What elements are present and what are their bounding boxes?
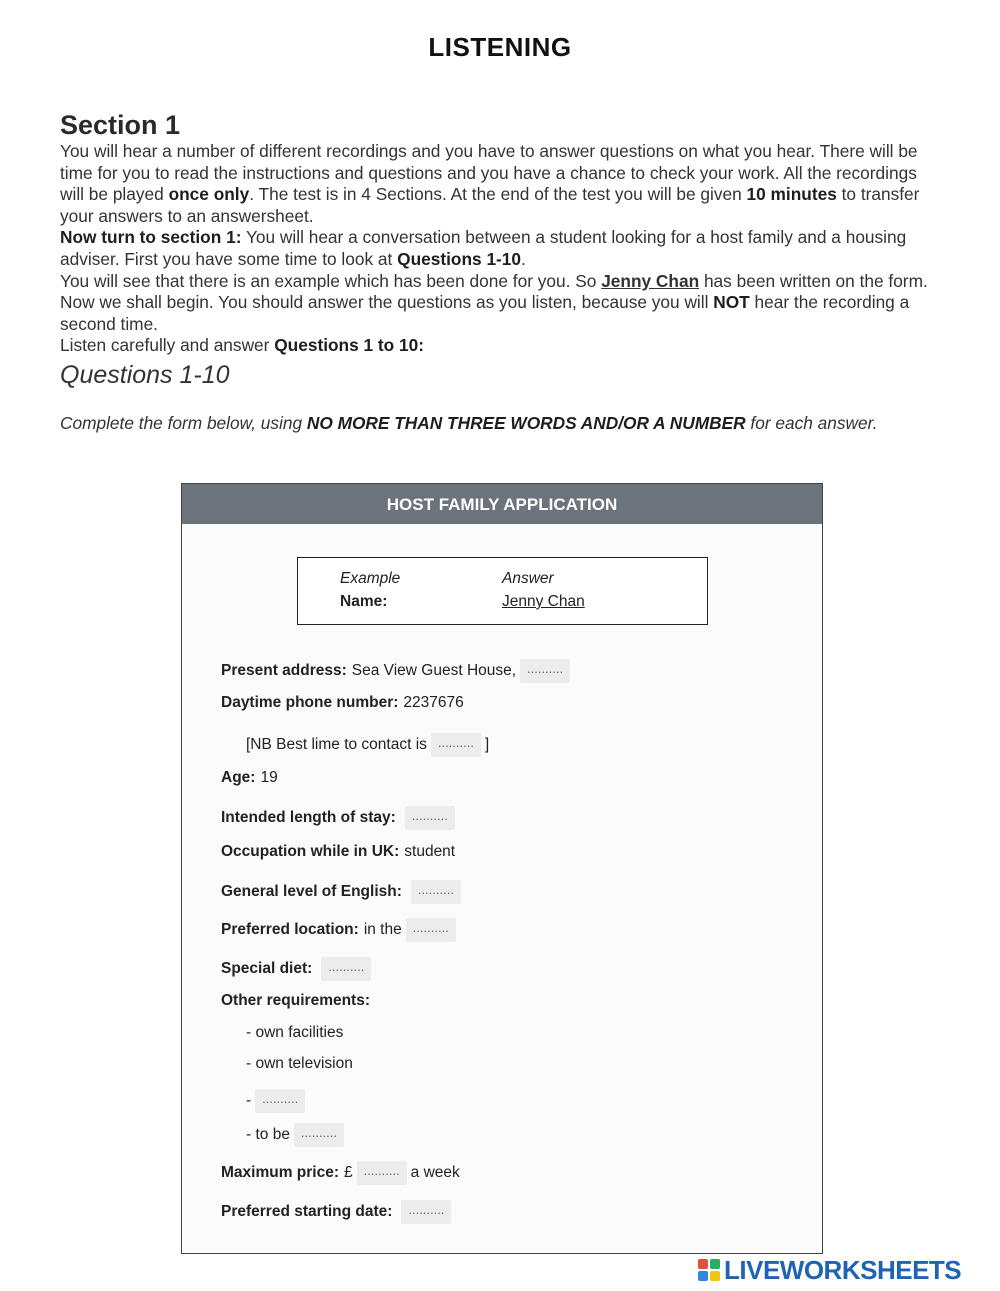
daytime-phone-value: 2237676	[403, 694, 464, 711]
max-price-row	[221, 1161, 460, 1185]
answer-blank-9[interactable]: ..........	[357, 1161, 407, 1185]
requirement-item	[246, 1055, 353, 1073]
requirement-item	[246, 1089, 309, 1113]
requirement-text: - own facilities	[246, 1024, 344, 1041]
answer-blank-10[interactable]: ..........	[401, 1200, 451, 1224]
answer-blank-1[interactable]: ..........	[520, 659, 570, 683]
example-label: Example	[340, 570, 401, 587]
location-label: Preferred location:	[221, 921, 359, 938]
requirement-item	[246, 1024, 343, 1042]
example-name-value: Jenny Chan	[502, 593, 585, 610]
requirement-text: - own television	[246, 1055, 353, 1072]
max-price-prefix: £	[344, 1164, 353, 1181]
instructions	[60, 141, 945, 357]
present-address-value: Sea View Guest House,	[351, 662, 517, 679]
answer-blank-8[interactable]: ..........	[294, 1123, 344, 1147]
complete-instructions: Complete the form below, using NO MORE THAN THREE WORDS AND/OR A NUMBER for each answer.	[60, 413, 878, 433]
host-family-form	[181, 483, 823, 1254]
instructions-paragraph-2: Now turn to section 1: You will hear a conversation between a student looking for a host family and a housing adviser. First you have some time to look at Questions 1-10.	[60, 227, 907, 269]
questions-heading: Questions 1-10	[60, 361, 230, 389]
answer-blank-6[interactable]: ..........	[321, 957, 371, 981]
answer-blank-3[interactable]: ..........	[405, 806, 455, 830]
example-name-label: Name:	[340, 593, 388, 610]
start-date-row	[221, 1200, 455, 1224]
page-title: LISTENING	[428, 32, 572, 62]
other-requirements-row	[221, 992, 375, 1010]
answer-blank-7[interactable]: ..........	[255, 1089, 305, 1113]
answer-blank-5[interactable]: ..........	[406, 918, 456, 942]
location-row	[221, 918, 460, 942]
requirement-item	[246, 1123, 348, 1147]
present-address-label: Present address:	[221, 662, 347, 679]
answer-label: Answer	[502, 570, 554, 587]
example-box	[297, 557, 708, 625]
nb-note-suffix: ]	[484, 736, 490, 753]
instructions-paragraph-3: You will see that there is an example which has been done for you. So Jenny Chan has been written on the form. Now we shall begin. You should answer the questions as you listen, because you will NOT hear the recording a second time.	[60, 270, 928, 334]
english-level-label: General level of English:	[221, 883, 402, 900]
diet-label: Special diet:	[221, 960, 313, 977]
location-value: in the	[363, 921, 402, 938]
age-value: 19	[260, 769, 278, 786]
answer-blank-4[interactable]: ..........	[411, 880, 461, 904]
other-requirements-label: Other requirements:	[221, 992, 371, 1009]
requirement-text: - to be	[246, 1126, 290, 1143]
liveworksheets-logo	[698, 1253, 961, 1287]
start-date-label: Preferred starting date:	[221, 1203, 393, 1220]
nb-note-prefix: [NB Best lime to contact is	[246, 736, 427, 753]
daytime-phone-row	[221, 694, 464, 712]
occupation-value: student	[404, 843, 456, 860]
max-price-suffix: a week	[410, 1164, 460, 1181]
form-header: HOST FAMILY APPLICATION	[182, 484, 822, 524]
daytime-phone-label: Daytime phone number:	[221, 694, 399, 711]
section-heading: Section 1	[60, 110, 181, 140]
liveworksheets-logo-icon	[698, 1259, 720, 1281]
logo-text: LIVEWORKSHEETS	[724, 1254, 962, 1285]
nb-note-row	[246, 733, 489, 757]
length-of-stay-row	[221, 806, 459, 830]
occupation-label: Occupation while in UK:	[221, 843, 400, 860]
instructions-paragraph-4: Listen carefully and answer Questions 1 to 10:	[60, 335, 425, 356]
instructions-paragraph-1: You will hear a number of different recordings and you have to answer questions on what you hear. There will be time for you to read the instructions and questions and you have a chance to check your work. All the recordings will be played once only. The test is in 4 Sections. At the end of the test you will be given 10 minutes to transfer your answers to an answersheet.	[60, 141, 920, 226]
requirement-text: -	[246, 1092, 252, 1109]
age-label: Age:	[221, 769, 256, 786]
length-of-stay-label: Intended length of stay:	[221, 809, 396, 826]
present-address-row	[221, 659, 574, 683]
age-row	[221, 769, 278, 787]
answer-blank-2[interactable]: ..........	[431, 733, 481, 757]
diet-row	[221, 957, 375, 981]
english-level-row	[221, 880, 465, 904]
occupation-row	[221, 843, 455, 861]
max-price-label: Maximum price:	[221, 1164, 340, 1181]
